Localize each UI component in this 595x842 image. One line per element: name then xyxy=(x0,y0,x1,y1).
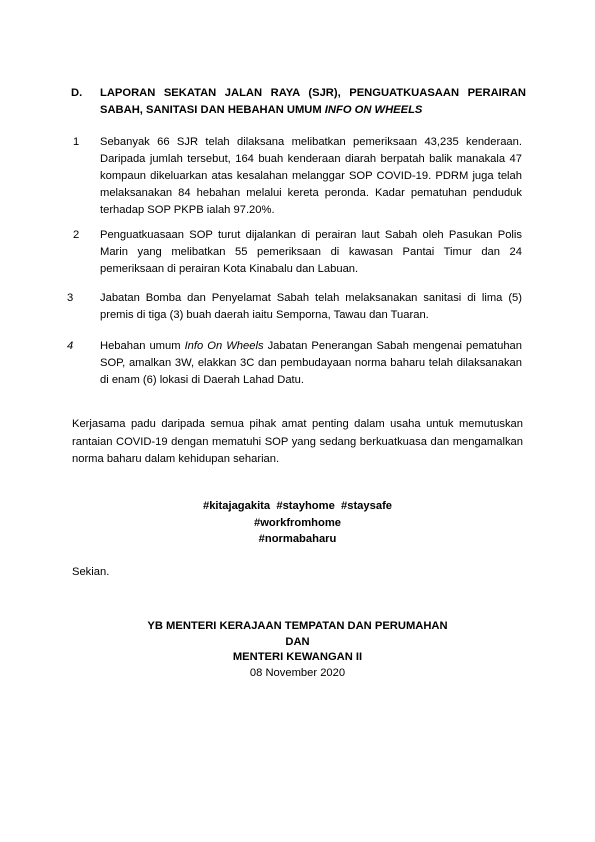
item-text: Sebanyak 66 SJR telah dilaksana melibatkan pemeriksaan 43,235 kenderaan. Daripada jumlah tersebut, 164 buah kenderaan diarah berpatah balik manakala 47 kompaun dikeluarkan atas kesalahan melanggar SOP COVID-19. PDRM juga telah melaksanakan 84 hebahan melalui kereta peronda. Kadar pematuhan penduduk terhadap SOP PKPB ialah 97.20%. xyxy=(100,136,522,216)
item-text-italic: Info On Wheels xyxy=(184,340,264,352)
hashtag-line: #workfromhome xyxy=(253,516,342,529)
document-date: 08 November 2020 xyxy=(249,666,346,679)
section-title-main: LAPORAN SEKATAN JALAN RAYA (SJR), PENGUATKUASAAN PERAIRAN SABAH, SANITASI DAN HEBAHAN UMUM xyxy=(100,87,526,116)
item-text: Penguatkuasaan SOP turut dijalankan di perairan laut Sabah oleh Pasukan Polis Marin yang melibatkan 55 pemeriksaan di kawasan Pantai Timur dan 24 pemeriksaan di perairan Kota Kinabalu dan Labuan. xyxy=(100,229,522,275)
hashtag-line: #normabaharu xyxy=(258,533,337,545)
section-title-italic: INFO ON WHEELS xyxy=(324,104,423,116)
item-number: 3 xyxy=(67,292,74,304)
item-number: 2 xyxy=(73,229,80,241)
item-text-before: Hebahan umum xyxy=(100,340,185,352)
closing-paragraph xyxy=(72,416,523,469)
item-number: 1 xyxy=(73,136,80,148)
closing-text: Kerjasama padu daripada semua pihak amat penting dalam usaha untuk memutuskan rantaian COVID-19 dengan mematuhi SOP yang sedang berkuatkuasa dan mengamalkan norma baharu dalam kehidupan seharian. xyxy=(72,418,523,465)
section-title xyxy=(100,85,526,119)
item-text-after: Jabatan Penerangan Sabah mengenai pematuhan SOP, amalkan 3W, elakkan 3C dan pembudayaan norma baharu telah dilaksanakan di enam (6) lokasi di Daerah Lahad Datu. xyxy=(100,340,522,386)
signatory-title: YB MENTERI KERAJAAN TEMPATAN DAN PERUMAHAN xyxy=(147,620,448,632)
signature-block xyxy=(0,619,595,681)
sign-off: Sekian. xyxy=(72,566,110,578)
signatory-conjunction: DAN xyxy=(285,635,310,648)
item-text: Jabatan Bomba dan Penyelamat Sabah telah melaksanakan sanitasi di lima (5) premis di tiga (3) buah daerah iaitu Semporna, Tawau dan Tuaran. xyxy=(100,292,522,321)
item-text xyxy=(100,338,522,389)
hashtag-line: #kitajagakita #stayhome #staysafe xyxy=(202,500,393,512)
hashtag-block xyxy=(0,498,595,548)
section-letter: D. xyxy=(71,87,83,99)
item-number: 4 xyxy=(67,340,74,352)
signatory-title-2: MENTERI KEWANGAN II xyxy=(232,651,363,663)
